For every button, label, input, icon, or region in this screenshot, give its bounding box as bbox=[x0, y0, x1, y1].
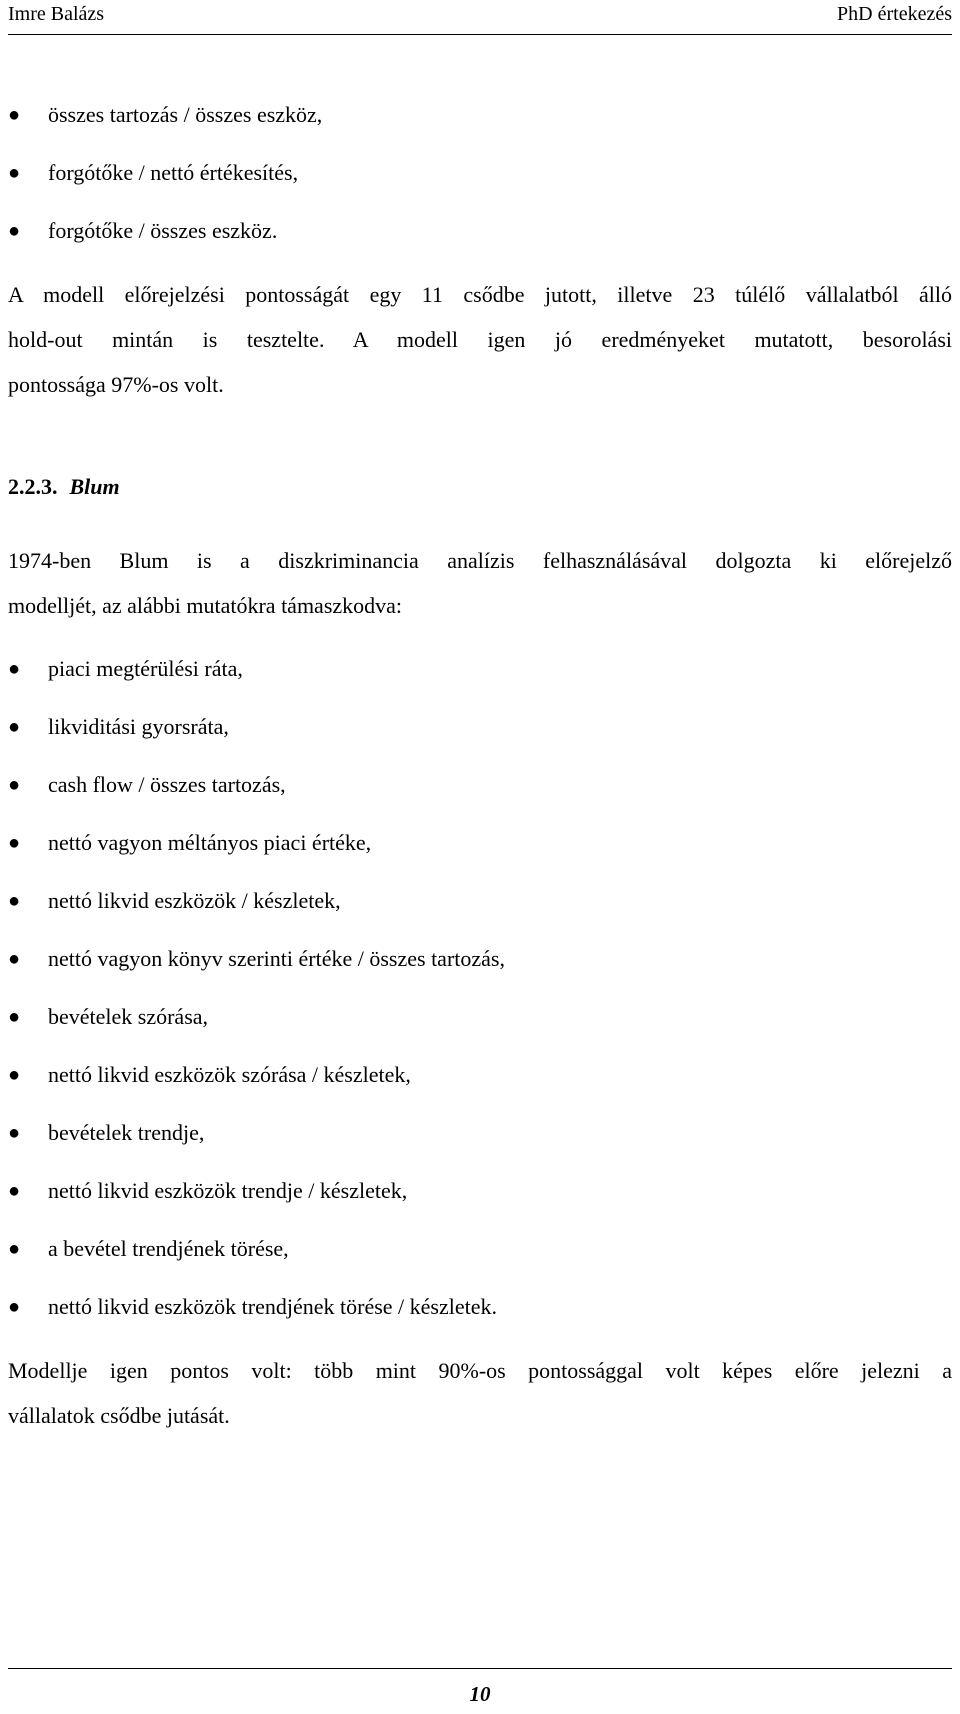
list-item bbox=[8, 1060, 952, 1090]
bullet-icon: ● bbox=[8, 658, 21, 680]
list-item-text: bevételek trendje, bbox=[48, 1120, 205, 1145]
page-header bbox=[8, 0, 952, 35]
list-item bbox=[8, 1292, 952, 1322]
bullet-icon: ● bbox=[8, 1238, 21, 1260]
paragraph-line: A modell előrejelzési pontosságát egy 11 csődbe jutott, illetve 23 túlélő vállalatból álló bbox=[8, 282, 952, 307]
list-item bbox=[8, 216, 952, 246]
bullet-icon: ● bbox=[8, 716, 21, 738]
list-item-text: összes tartozás / összes eszköz, bbox=[48, 102, 323, 127]
list-item-text: a bevétel trendjének törése, bbox=[48, 1236, 289, 1261]
list-item bbox=[8, 100, 952, 130]
list-item bbox=[8, 770, 952, 800]
section-title: Blum bbox=[69, 474, 120, 499]
bullet-icon: ● bbox=[8, 948, 21, 970]
paragraph-line: vállalatok csődbe jutását. bbox=[8, 1403, 230, 1428]
bullet-icon: ● bbox=[8, 104, 21, 126]
list-item-text: nettó likvid eszközök / készletek, bbox=[48, 888, 341, 913]
paragraph-blum-accuracy bbox=[8, 1348, 952, 1438]
list-item bbox=[8, 1176, 952, 1206]
bullet-icon: ● bbox=[8, 1180, 21, 1202]
bullet-icon: ● bbox=[8, 1006, 21, 1028]
list-item bbox=[8, 654, 952, 684]
list-item bbox=[8, 886, 952, 916]
list-item bbox=[8, 1118, 952, 1148]
list-item-text: nettó likvid eszközök trendjének törése / készletek. bbox=[48, 1294, 498, 1319]
list-item-text: nettó vagyon könyv szerinti értéke / összes tartozás, bbox=[48, 946, 505, 971]
list-item-text: cash flow / összes tartozás, bbox=[48, 772, 286, 797]
bullet-icon: ● bbox=[8, 1122, 21, 1144]
bullet-icon: ● bbox=[8, 220, 21, 242]
paragraph-line: pontossága 97%-os volt. bbox=[8, 372, 224, 397]
bullet-icon: ● bbox=[8, 1064, 21, 1086]
section-heading bbox=[8, 472, 120, 502]
section-number: 2.2.3. bbox=[8, 474, 58, 499]
paragraph-line: hold-out mintán is tesztelte. A modell igen jó eredményeket mutatott, besorolási bbox=[8, 327, 952, 352]
list-item-text: forgótőke / nettó értékesítés, bbox=[48, 160, 299, 185]
paragraph-line: Modellje igen pontos volt: több mint 90%-os pontossággal volt képes előre jelezni a bbox=[8, 1358, 952, 1383]
footer-divider bbox=[8, 1668, 952, 1669]
list-item-text: nettó likvid eszközök szórása / készletek, bbox=[48, 1062, 411, 1087]
list-item-text: likviditási gyorsráta, bbox=[48, 714, 229, 739]
bullet-icon: ● bbox=[8, 1296, 21, 1318]
list-item-text: nettó vagyon méltányos piaci értéke, bbox=[48, 830, 372, 855]
list-item bbox=[8, 158, 952, 188]
list-item-text: bevételek szórása, bbox=[48, 1004, 209, 1029]
list-item bbox=[8, 944, 952, 974]
bullet-icon: ● bbox=[8, 774, 21, 796]
list-item-text: nettó likvid eszközök trendje / készletek, bbox=[48, 1178, 408, 1203]
paragraph-model-accuracy bbox=[8, 272, 952, 407]
bullet-icon: ● bbox=[8, 890, 21, 912]
paragraph-line: 1974-ben Blum is a diszkriminancia analízis felhasználásával dolgozta ki előrejelző bbox=[8, 548, 952, 573]
paragraph-blum-intro bbox=[8, 538, 952, 628]
list-item bbox=[8, 712, 952, 742]
list-item bbox=[8, 1002, 952, 1032]
list-item bbox=[8, 828, 952, 858]
header-author: Imre Balázs bbox=[8, 3, 105, 25]
header-doc-title: PhD értekezés bbox=[837, 3, 952, 25]
bullet-icon: ● bbox=[8, 832, 21, 854]
page-number: 10 bbox=[469, 1682, 491, 1706]
list-item-text: piaci megtérülési ráta, bbox=[48, 656, 243, 681]
list-item-text: forgótőke / összes eszköz. bbox=[48, 218, 278, 243]
paragraph-line: modelljét, az alábbi mutatókra támaszkodva: bbox=[8, 593, 403, 618]
bullet-icon: ● bbox=[8, 162, 21, 184]
list-item bbox=[8, 1234, 952, 1264]
